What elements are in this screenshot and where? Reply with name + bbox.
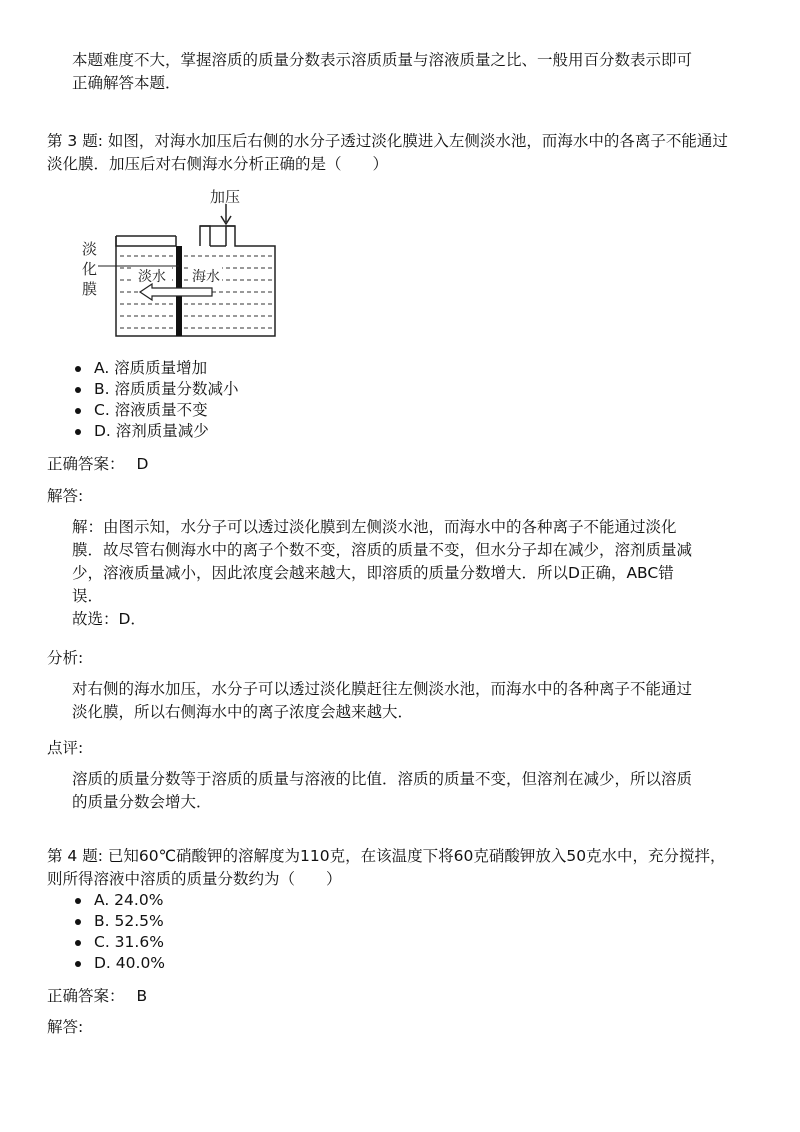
q3-stem-line: 第 3 题: 如图，对海水加压后右侧的水分子透过淡化膜进入左侧淡水池，而海水中的各离子不能通过 <box>47 132 728 150</box>
q3-stem-line: 淡化膜．加压后对右侧海水分析正确的是（ ） <box>47 155 389 173</box>
answer-value: B <box>136 987 148 1005</box>
q3-analysis-label: 分析: <box>47 649 84 667</box>
q4-number: 第 4 题: <box>47 847 103 865</box>
option-d[interactable]: D. 40.0% <box>47 953 165 974</box>
answer-value: D <box>136 455 149 473</box>
solution-line: 膜．故尽管右侧海水中的离子个数不变，溶质的质量不变，但水分子却在减少，溶剂质量减 <box>72 541 693 559</box>
answer-label: 正确答案： <box>47 455 125 473</box>
q3-solution-label: 解答: <box>47 487 84 505</box>
analysis-line: 淡化膜，所以右侧海水中的离子浓度会越来越大． <box>72 703 414 721</box>
option-b[interactable]: B. 52.5% <box>47 911 165 932</box>
q4-options <box>47 890 165 974</box>
option-b[interactable]: B. 溶质质量分数减小 <box>47 379 239 400</box>
solution-line: 解：由图示知，水分子可以透过淡化膜到左侧淡水池，而海水中的各种离子不能通过淡化 <box>72 518 677 536</box>
q3-analysis <box>47 678 757 724</box>
q3-number: 第 3 题: <box>47 132 103 150</box>
solution-line: 少，溶液质量减小，因此浓度会越来越大，即溶质的质量分数增大．所以D正确，ABC错 <box>72 564 674 582</box>
membrane-label-char: 膜 <box>82 280 98 298</box>
q3-options <box>47 358 239 442</box>
answer-label: 正确答案： <box>47 987 125 1005</box>
q3-answer <box>47 453 757 475</box>
solution-line: 误． <box>72 587 104 605</box>
seawater-label: 海水 <box>192 269 220 285</box>
option-c[interactable]: C. 溶液质量不变 <box>47 400 239 421</box>
membrane-label-char: 化 <box>82 260 98 278</box>
q4-stem-line: 则所得溶液中溶质的质量分数约为（ ） <box>47 870 342 888</box>
q4-answer <box>47 985 757 1007</box>
pressure-label: 加压 <box>210 188 241 206</box>
piston-neck <box>176 226 210 246</box>
prev-comment <box>47 49 757 95</box>
q4-solution-label: 解答: <box>47 1018 84 1036</box>
option-a[interactable]: A. 溶质质量增加 <box>47 358 239 379</box>
freshwater-label: 淡水 <box>138 269 166 285</box>
option-c[interactable]: C. 31.6% <box>47 932 165 953</box>
q4-stem <box>47 845 757 891</box>
analysis-line: 对右侧的海水加压，水分子可以透过淡化膜赶往左侧淡水池，而海水中的各种离子不能通过 <box>72 680 693 698</box>
q3-solution <box>47 516 757 631</box>
tank-outline-left <box>116 236 176 246</box>
solution-line: 故选：D． <box>72 610 146 628</box>
comment-line: 溶质的质量分数等于溶质的质量与溶液的比值．溶质的质量不变，但溶剂在减少，所以溶质 <box>72 770 693 788</box>
comment-line: 本题难度不大，掌握溶质的质量分数表示溶质质量与溶液质量之比、一般用百分数表示即可 <box>72 51 693 69</box>
option-a[interactable]: A. 24.0% <box>47 890 165 911</box>
q3-comment <box>47 768 757 814</box>
q3-stem <box>47 130 757 176</box>
q3-desalination-figure <box>80 186 300 342</box>
option-d[interactable]: D. 溶剂质量减少 <box>47 421 239 442</box>
q4-stem-line: 第 4 题: 已知60℃硝酸钾的溶解度为110克，在该温度下将60克硝酸钾放入50克水中，充分搅拌， <box>47 847 726 865</box>
comment-line: 的质量分数会增大． <box>72 793 212 811</box>
q3-comment-label: 点评: <box>47 739 84 757</box>
comment-line: 正确解答本题． <box>72 74 181 92</box>
membrane-label-char: 淡 <box>82 240 98 258</box>
